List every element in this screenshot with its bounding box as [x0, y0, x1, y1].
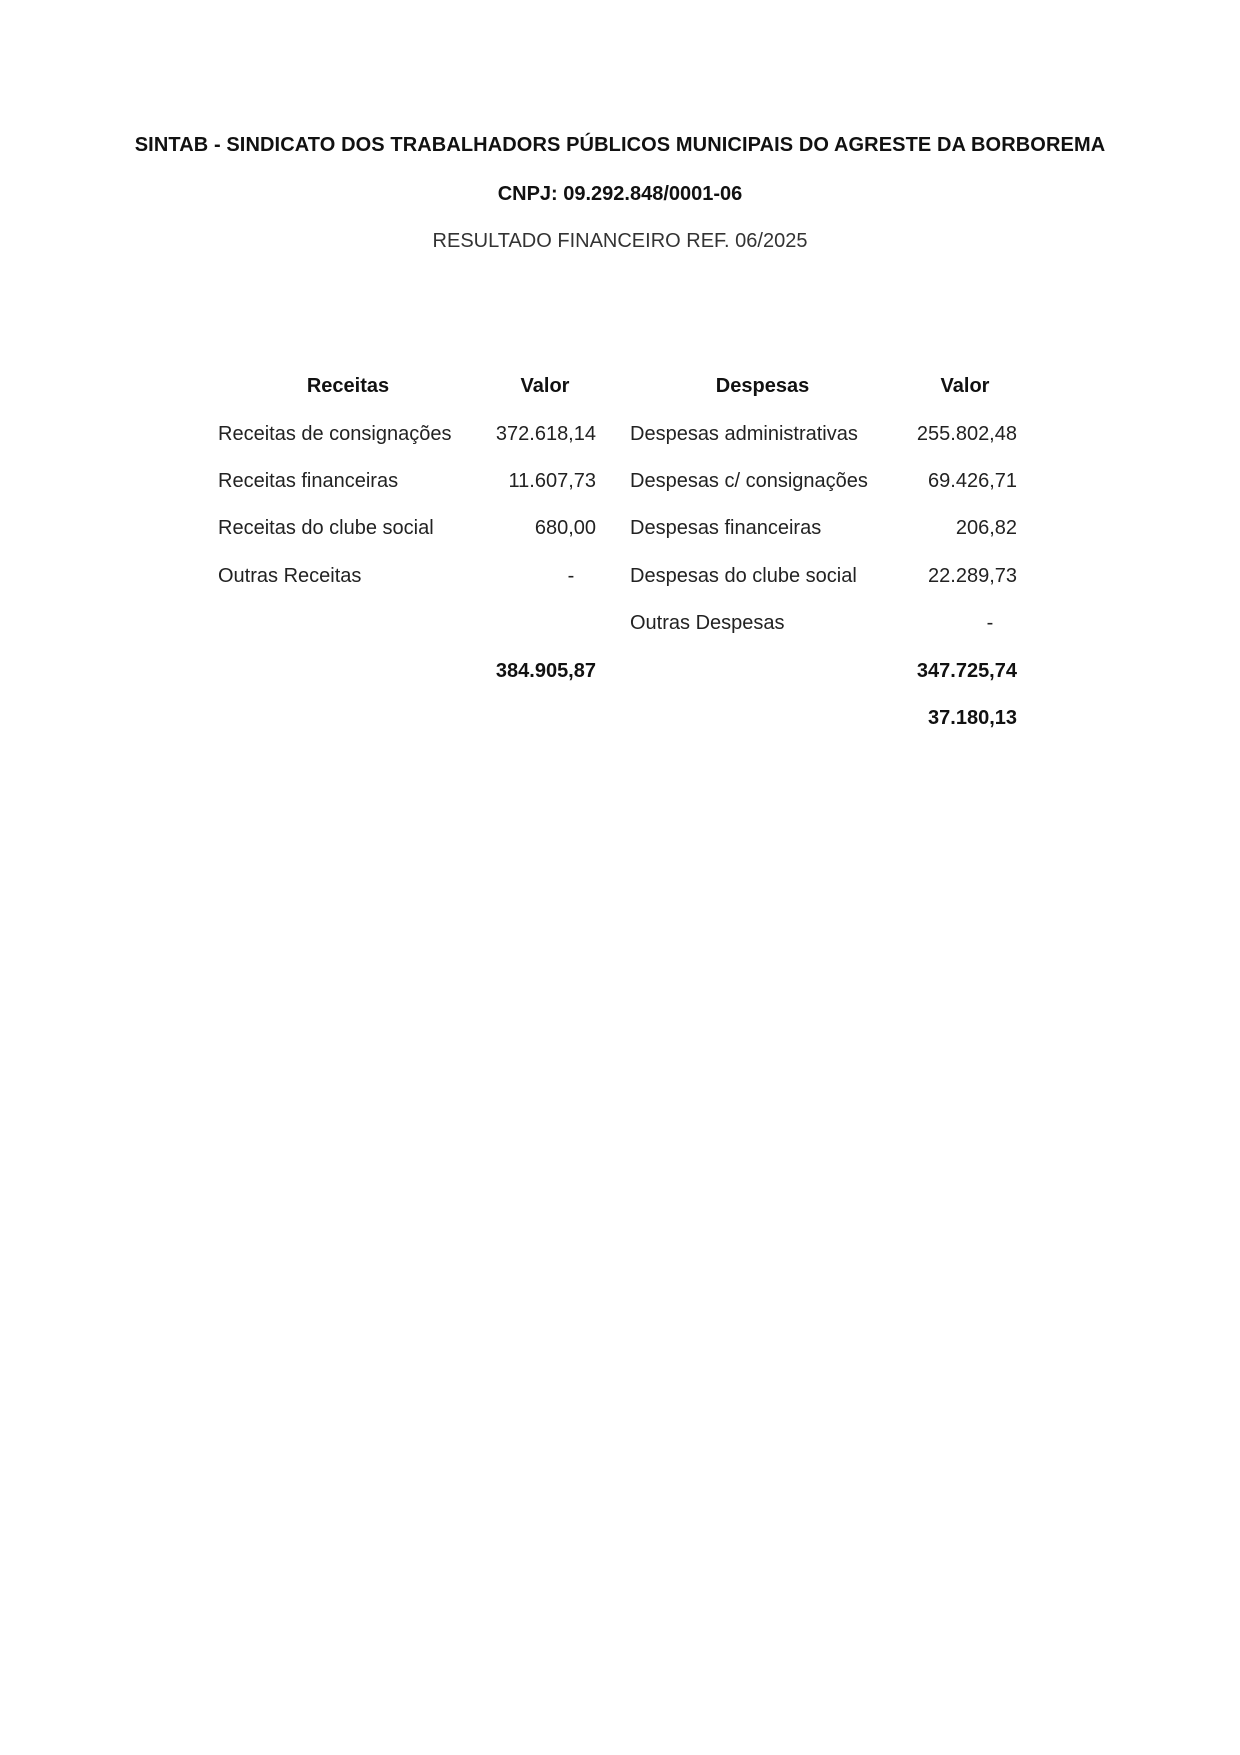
despesa-value: 255.802,48: [916, 423, 1017, 445]
receita-value: -: [567, 565, 575, 587]
despesa-label: Despesas do clube social: [630, 565, 857, 587]
receita-label: Receitas financeiras: [218, 470, 399, 492]
receita-label: Receitas do clube social: [218, 517, 434, 539]
receita-label: Outras Receitas: [218, 565, 362, 587]
cnpj: CNPJ: 09.292.848/0001-06: [497, 183, 743, 205]
despesa-label: Despesas administrativas: [630, 423, 858, 445]
despesa-value: 22.289,73: [928, 565, 1017, 587]
organization-title: SINTAB - SINDICATO DOS TRABALHADORS PÚBLICOS MUNICIPAIS DO AGRESTE DA BORBOREMA: [134, 134, 1106, 156]
despesa-value: 206,82: [955, 517, 1017, 539]
despesa-value: 69.426,71: [928, 470, 1017, 492]
header-receitas-valor: Valor: [520, 375, 570, 397]
header-receitas: Receitas: [306, 375, 390, 397]
despesa-value: -: [986, 612, 994, 634]
report-title: RESULTADO FINANCEIRO REF. 06/2025: [432, 230, 808, 252]
header-despesas-valor: Valor: [940, 375, 990, 397]
despesa-label: Despesas financeiras: [630, 517, 822, 539]
despesa-label: Outras Despesas: [630, 612, 785, 634]
total-receitas: 384.905,87: [495, 660, 596, 682]
receita-value: 372.618,14: [495, 423, 596, 445]
receita-label: Receitas de consignações: [218, 423, 452, 445]
header-despesas: Despesas: [715, 375, 810, 397]
receita-value: 11.607,73: [508, 470, 596, 492]
resultado-financeiro: 37.180,13: [928, 707, 1017, 729]
total-despesas: 347.725,74: [916, 660, 1017, 682]
despesa-label: Despesas c/ consignações: [630, 470, 868, 492]
receita-value: 680,00: [534, 517, 596, 539]
